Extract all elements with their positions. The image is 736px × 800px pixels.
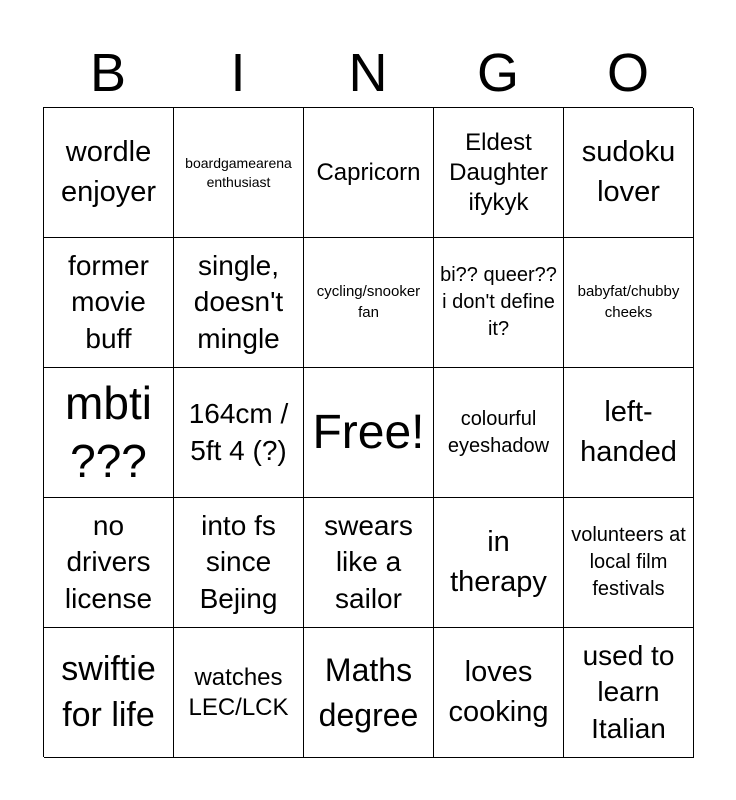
bingo-cell[interactable]: [174, 498, 304, 628]
bingo-cell[interactable]: [174, 628, 304, 758]
bingo-cell[interactable]: [304, 238, 434, 368]
cell-label: wordle enjoyer: [60, 136, 157, 208]
bingo-cell[interactable]: [304, 498, 434, 628]
cell-label: swiftie for life: [61, 649, 156, 734]
bingo-cell[interactable]: [434, 628, 564, 758]
bingo-cell[interactable]: [304, 108, 434, 238]
cell-label: used to learn Italian: [582, 639, 675, 744]
cell-label: left-handed: [580, 396, 677, 468]
cell-label: mbti ???: [65, 377, 152, 487]
cell-label: colourful eyeshadow: [447, 407, 550, 457]
free-space-label: Free!: [312, 405, 425, 459]
free-space-cell[interactable]: [304, 368, 434, 498]
bingo-cell[interactable]: [174, 108, 304, 238]
header-letter-b: B: [89, 43, 127, 103]
cell-label: Eldest Daughter ifykyk: [449, 128, 548, 216]
cell-label: volunteers at local film festivals: [571, 524, 686, 600]
bingo-cell[interactable]: [434, 238, 564, 368]
bingo-cell[interactable]: [564, 368, 694, 498]
cell-label: in therapy: [450, 526, 547, 598]
bingo-cell[interactable]: [304, 628, 434, 758]
cell-label: Maths degree: [318, 651, 419, 733]
bingo-cell[interactable]: [434, 108, 564, 238]
cell-label: no drivers license: [64, 509, 153, 614]
bingo-board: [43, 107, 693, 757]
bingo-cell[interactable]: [434, 368, 564, 498]
header-letter-o: O: [606, 43, 649, 103]
bingo-cell[interactable]: [44, 368, 174, 498]
cell-label: into fs since Bejing: [199, 509, 278, 614]
cell-label: bi?? queer?? i don't define it?: [440, 264, 557, 340]
bingo-cell[interactable]: [174, 368, 304, 498]
cell-label: cycling/snooker fan: [316, 283, 421, 321]
bingo-cell[interactable]: [174, 238, 304, 368]
bingo-cell[interactable]: [44, 628, 174, 758]
cell-label: single, doesn't mingle: [193, 249, 284, 354]
bingo-cell[interactable]: [44, 238, 174, 368]
cell-label: former movie buff: [68, 249, 149, 354]
cell-label: watches LEC/LCK: [188, 663, 289, 721]
cell-label: 164cm / 5ft 4 (?): [188, 398, 289, 466]
cell-label: boardgamearena enthusiast: [185, 155, 292, 190]
bingo-cell[interactable]: [564, 628, 694, 758]
header-letter-i: I: [230, 43, 246, 103]
cell-label: swears like a sailor: [324, 509, 413, 614]
bingo-header: [43, 38, 693, 108]
cell-label: Capricorn: [316, 158, 421, 186]
bingo-cell[interactable]: [564, 498, 694, 628]
cell-label: babyfat/chubby cheeks: [577, 283, 680, 321]
bingo-cell[interactable]: [564, 108, 694, 238]
bingo-cell[interactable]: [44, 108, 174, 238]
bingo-cell[interactable]: [434, 498, 564, 628]
cell-label: sudoku lover: [581, 136, 676, 208]
bingo-cell[interactable]: [44, 498, 174, 628]
header-letter-g: G: [476, 43, 519, 103]
header-letter-n: N: [348, 43, 388, 103]
bingo-cell[interactable]: [564, 238, 694, 368]
cell-label: loves cooking: [448, 656, 549, 728]
